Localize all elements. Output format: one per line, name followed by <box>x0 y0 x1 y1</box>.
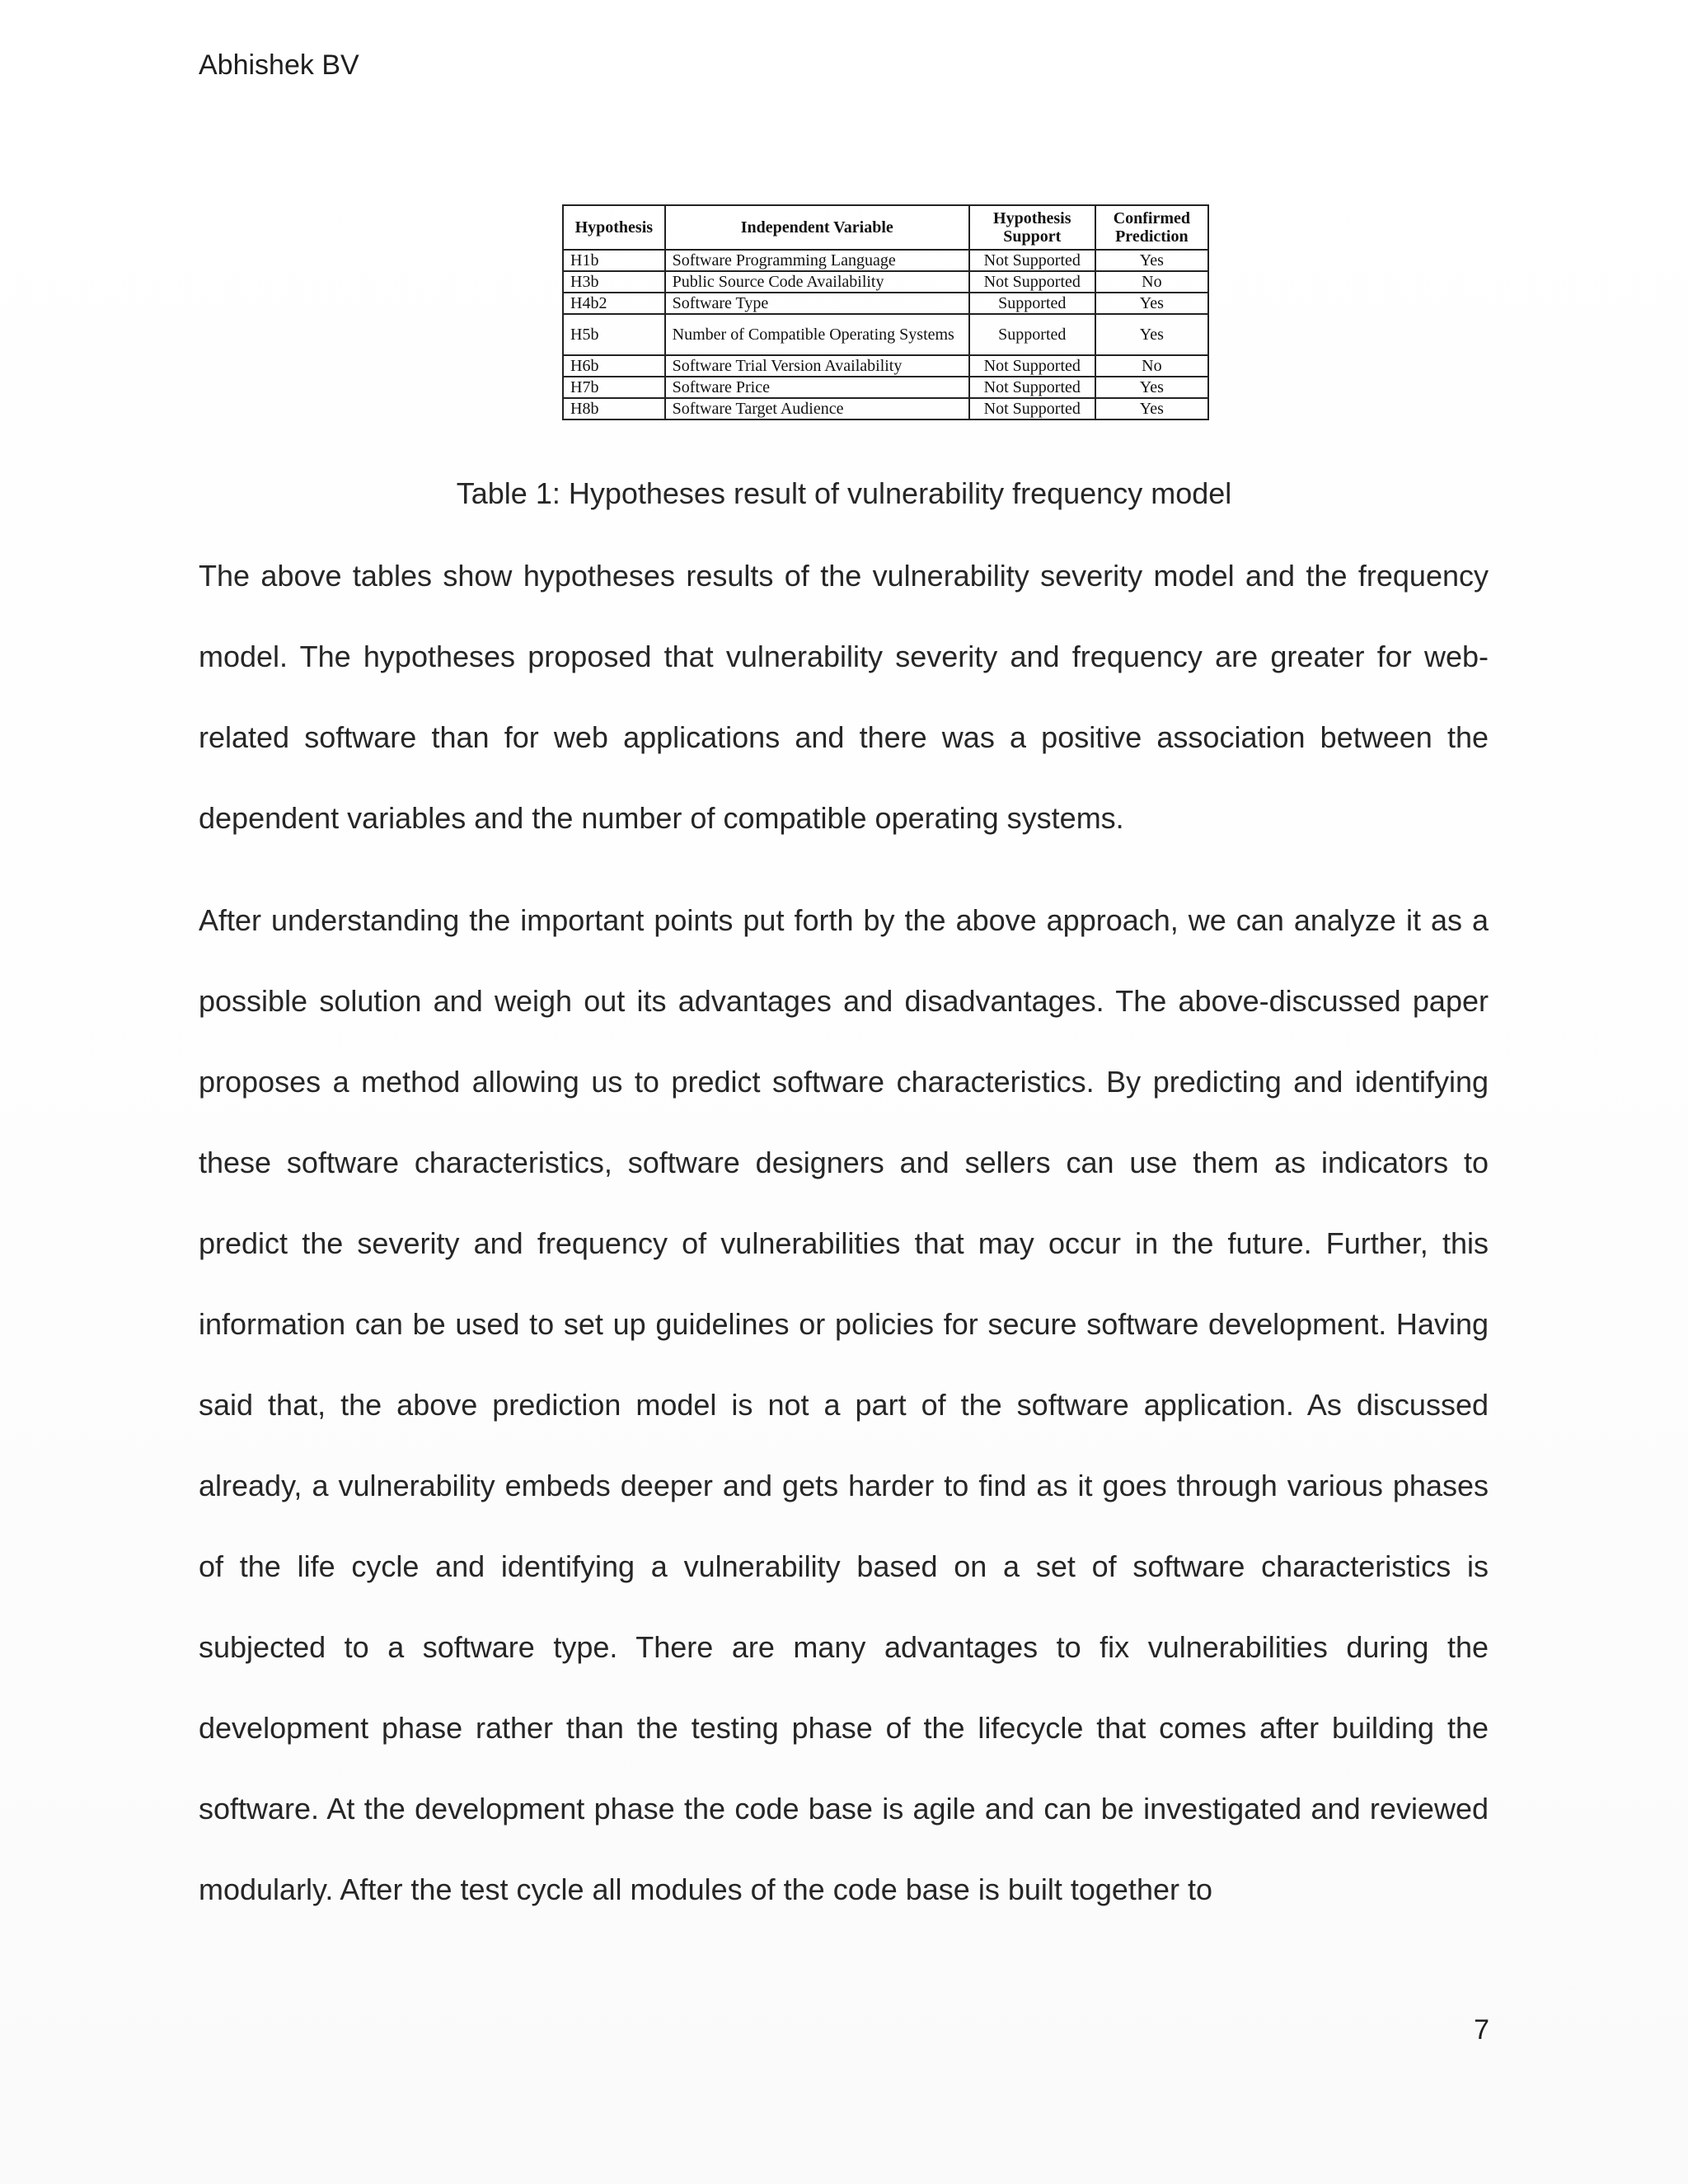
cell-hypothesis: H8b <box>563 398 665 419</box>
cell-hypothesis: H7b <box>563 377 665 398</box>
cell-hypothesis: H4b2 <box>563 293 665 314</box>
cell-confirmed-prediction: No <box>1095 355 1208 377</box>
cell-hypothesis-support: Not Supported <box>969 271 1095 293</box>
cell-hypothesis: H3b <box>563 271 665 293</box>
cell-independent-variable: Software Trial Version Availability <box>665 355 969 377</box>
hypotheses-table <box>562 204 1209 420</box>
cell-independent-variable: Software Type <box>665 293 969 314</box>
column-header-hypothesis: Hypothesis <box>563 205 665 250</box>
table-row <box>563 314 1208 355</box>
page-header-author: Abhishek BV <box>199 49 359 81</box>
cell-confirmed-prediction: Yes <box>1095 398 1208 419</box>
page-number: 7 <box>1474 2014 1489 2046</box>
cell-confirmed-prediction: Yes <box>1095 250 1208 271</box>
column-header-confirmed-prediction: Confirmed Prediction <box>1095 205 1208 250</box>
cell-hypothesis-support: Supported <box>969 293 1095 314</box>
table-row <box>563 250 1208 271</box>
cell-hypothesis-support: Not Supported <box>969 377 1095 398</box>
cell-hypothesis-support: Not Supported <box>969 250 1095 271</box>
table-row <box>563 271 1208 293</box>
cell-independent-variable: Software Price <box>665 377 969 398</box>
column-header-independent-variable: Independent Variable <box>665 205 969 250</box>
column-header-hypothesis-support: Hypothesis Support <box>969 205 1095 250</box>
table-caption: Table 1: Hypotheses result of vulnerability frequency model <box>456 476 1232 510</box>
cell-confirmed-prediction: Yes <box>1095 314 1208 355</box>
cell-hypothesis-support: Not Supported <box>969 355 1095 377</box>
cell-hypothesis: H6b <box>563 355 665 377</box>
table-header-row <box>563 205 1208 250</box>
body-paragraph: After understanding the important points put forth by the above approach, we can analyze it as a possible solution and weigh out its advantages and disadvantages. The above-discussed paper proposes a method allowing us to predict software characteristics. By predicting and identifying these software characteristics, software designers and sellers can use them as indicators to predict the severity and frequency of vulnerabilities that may occur in the future. Further, this information can be used to set up guidelines or policies for secure software development. Having said that, the above prediction model is not a part of the software application. As discussed already, a vulnerability embeds deeper and gets harder to find as it goes through various phases of the life cycle and identifying a vulnerability based on a set of software characteristics is subjected to a software type. There are many advantages to fix vulnerabilities during the development phase rather than the testing phase of the lifecycle that comes after building the software. At the development phase the code base is agile and can be investigated and reviewed modularly. After the test cycle all modules of the code base is built together to <box>199 903 1489 1906</box>
table-row <box>563 398 1208 419</box>
cell-confirmed-prediction: Yes <box>1095 293 1208 314</box>
cell-independent-variable: Software Target Audience <box>665 398 969 419</box>
cell-hypothesis: H1b <box>563 250 665 271</box>
cell-hypothesis: H5b <box>563 314 665 355</box>
hypotheses-table-container <box>562 204 1209 420</box>
table-row <box>563 377 1208 398</box>
cell-hypothesis-support: Supported <box>969 314 1095 355</box>
table-row <box>563 355 1208 377</box>
cell-confirmed-prediction: No <box>1095 271 1208 293</box>
cell-independent-variable: Public Source Code Availability <box>665 271 969 293</box>
cell-independent-variable: Number of Compatible Operating Systems <box>665 314 969 355</box>
table-row <box>563 293 1208 314</box>
cell-independent-variable: Software Programming Language <box>665 250 969 271</box>
body-paragraph: The above tables show hypotheses results of the vulnerability severity model and the frequency model. The hypotheses proposed that vulnerability severity and frequency are greater for web-related software than for web applications and there was a positive association between the dependent variables and the number of compatible operating systems. <box>199 559 1489 835</box>
cell-hypothesis-support: Not Supported <box>969 398 1095 419</box>
cell-confirmed-prediction: Yes <box>1095 377 1208 398</box>
